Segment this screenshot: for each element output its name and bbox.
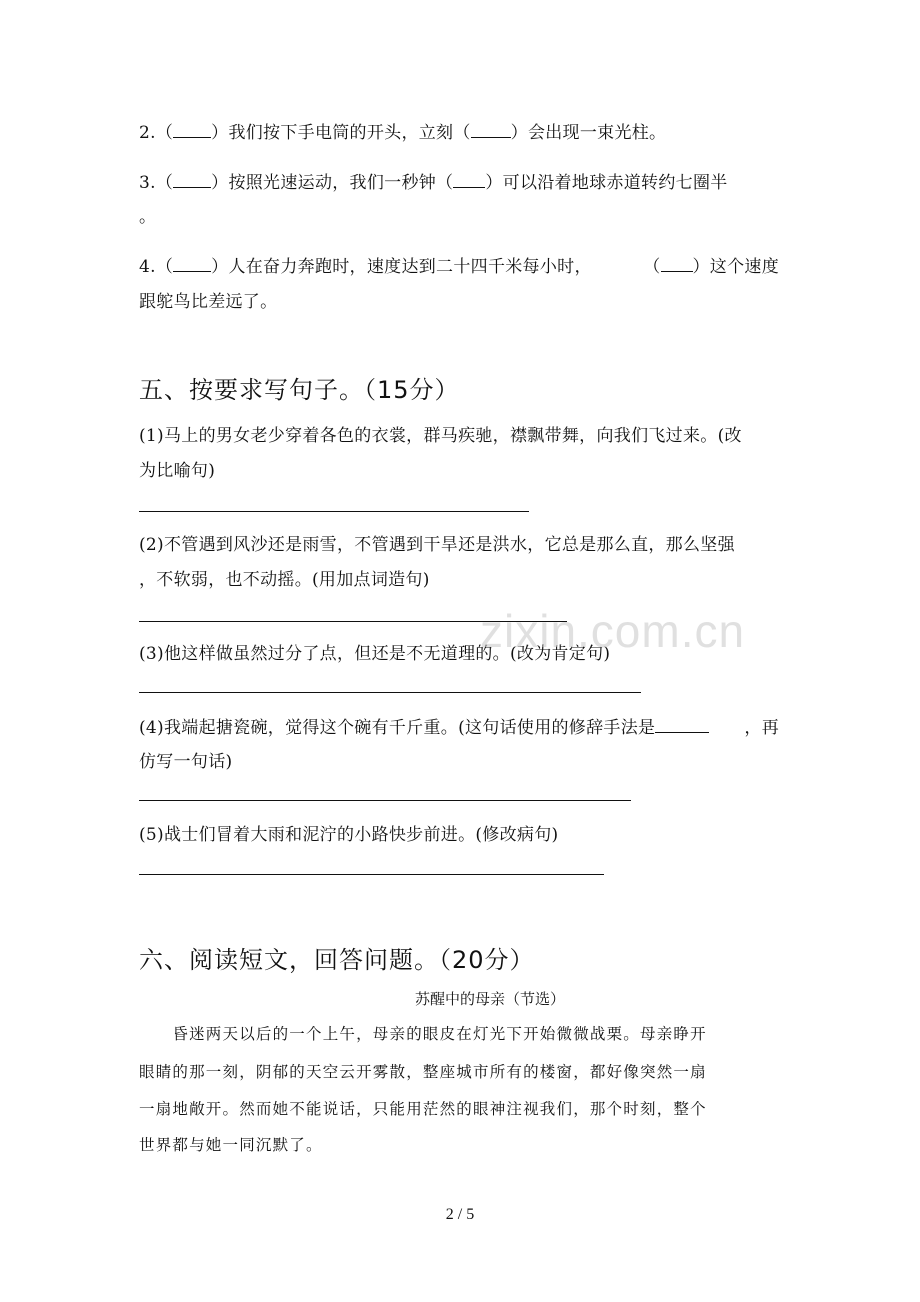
s5-item-4-line1: (4)我端起搪瓷碗，觉得这个碗有千斤重。(这句话使用的修辞手法是 ，再 xyxy=(139,718,779,738)
answer-blank[interactable] xyxy=(453,186,485,188)
answer-line[interactable] xyxy=(139,511,529,512)
question-4: 4.（ ）人在奋力奔跑时，速度达到二十四千米每小时， （ ）这个速度 xyxy=(139,257,779,277)
answer-blank[interactable] xyxy=(173,270,211,272)
answer-line[interactable] xyxy=(139,874,604,875)
passage-line: 昏迷两天以后的一个上午，母亲的眼皮在灯光下开始微微战栗。母亲睁开 xyxy=(139,1025,707,1043)
question-3-continuation: 。 xyxy=(139,207,157,227)
question-number: 4. xyxy=(139,257,156,277)
passage-line: 一扇地敞开。然而她不能说话，只能用茫然的眼神注视我们，那个时刻，整个 xyxy=(139,1100,707,1118)
question-3: 3.（ ）按照光速运动，我们一秒钟（ ）可以沿着地球赤道转约七圈半 xyxy=(139,173,728,193)
answer-line[interactable] xyxy=(139,692,641,693)
passage-line: 世界都与她一同沉默了。 xyxy=(139,1136,323,1154)
passage-line: 眼睛的那一刻，阴郁的天空云开雾散，整座城市所有的楼窗，都好像突然一扇 xyxy=(139,1063,707,1081)
question-number: 2. xyxy=(139,123,156,143)
s5-item-2-line1: (2)不管遇到风沙还是雨雪，不管遇到干旱还是洪水，它总是那么直，那么坚强 xyxy=(139,535,735,555)
answer-blank[interactable] xyxy=(655,731,709,733)
s5-item-4-line2: 仿写一句话) xyxy=(139,752,233,772)
s5-item-1-line2: 为比喻句) xyxy=(139,461,216,481)
s5-item-5-line1: (5)战士们冒着大雨和泥泞的小路快步前进。(修改病句) xyxy=(139,825,559,845)
watermark: zixin.com.cn xyxy=(480,605,746,657)
page-number: 2 / 5 xyxy=(445,1206,475,1223)
section-5-heading: 五、按要求写句子。（15分） xyxy=(139,376,460,404)
s5-item-3-line1: (3)他这样做虽然过分了点，但还是不无道理的。(改为肯定句) xyxy=(139,644,611,664)
answer-blank[interactable] xyxy=(173,136,211,138)
question-number: 3. xyxy=(139,173,156,193)
s5-item-2-line2: ，不软弱，也不动摇。(用加点词造句) xyxy=(139,570,430,590)
section-6-heading: 六、阅读短文，回答问题。（20分） xyxy=(139,946,535,974)
answer-blank[interactable] xyxy=(173,186,211,188)
question-2: 2.（ ）我们按下手电筒的开头，立刻（ ）会出现一束光柱。 xyxy=(139,123,667,143)
answer-blank[interactable] xyxy=(471,136,511,138)
answer-line[interactable] xyxy=(139,800,631,801)
passage-title: 苏醒中的母亲（节选） xyxy=(414,990,565,1008)
answer-blank[interactable] xyxy=(661,270,693,272)
s5-item-1-line1: (1)马上的男女老少穿着各色的衣裳，群马疾驰，襟飘带舞，向我们飞过来。(改 xyxy=(139,426,742,446)
question-4-continuation: 跟鸵鸟比差远了。 xyxy=(139,292,278,312)
